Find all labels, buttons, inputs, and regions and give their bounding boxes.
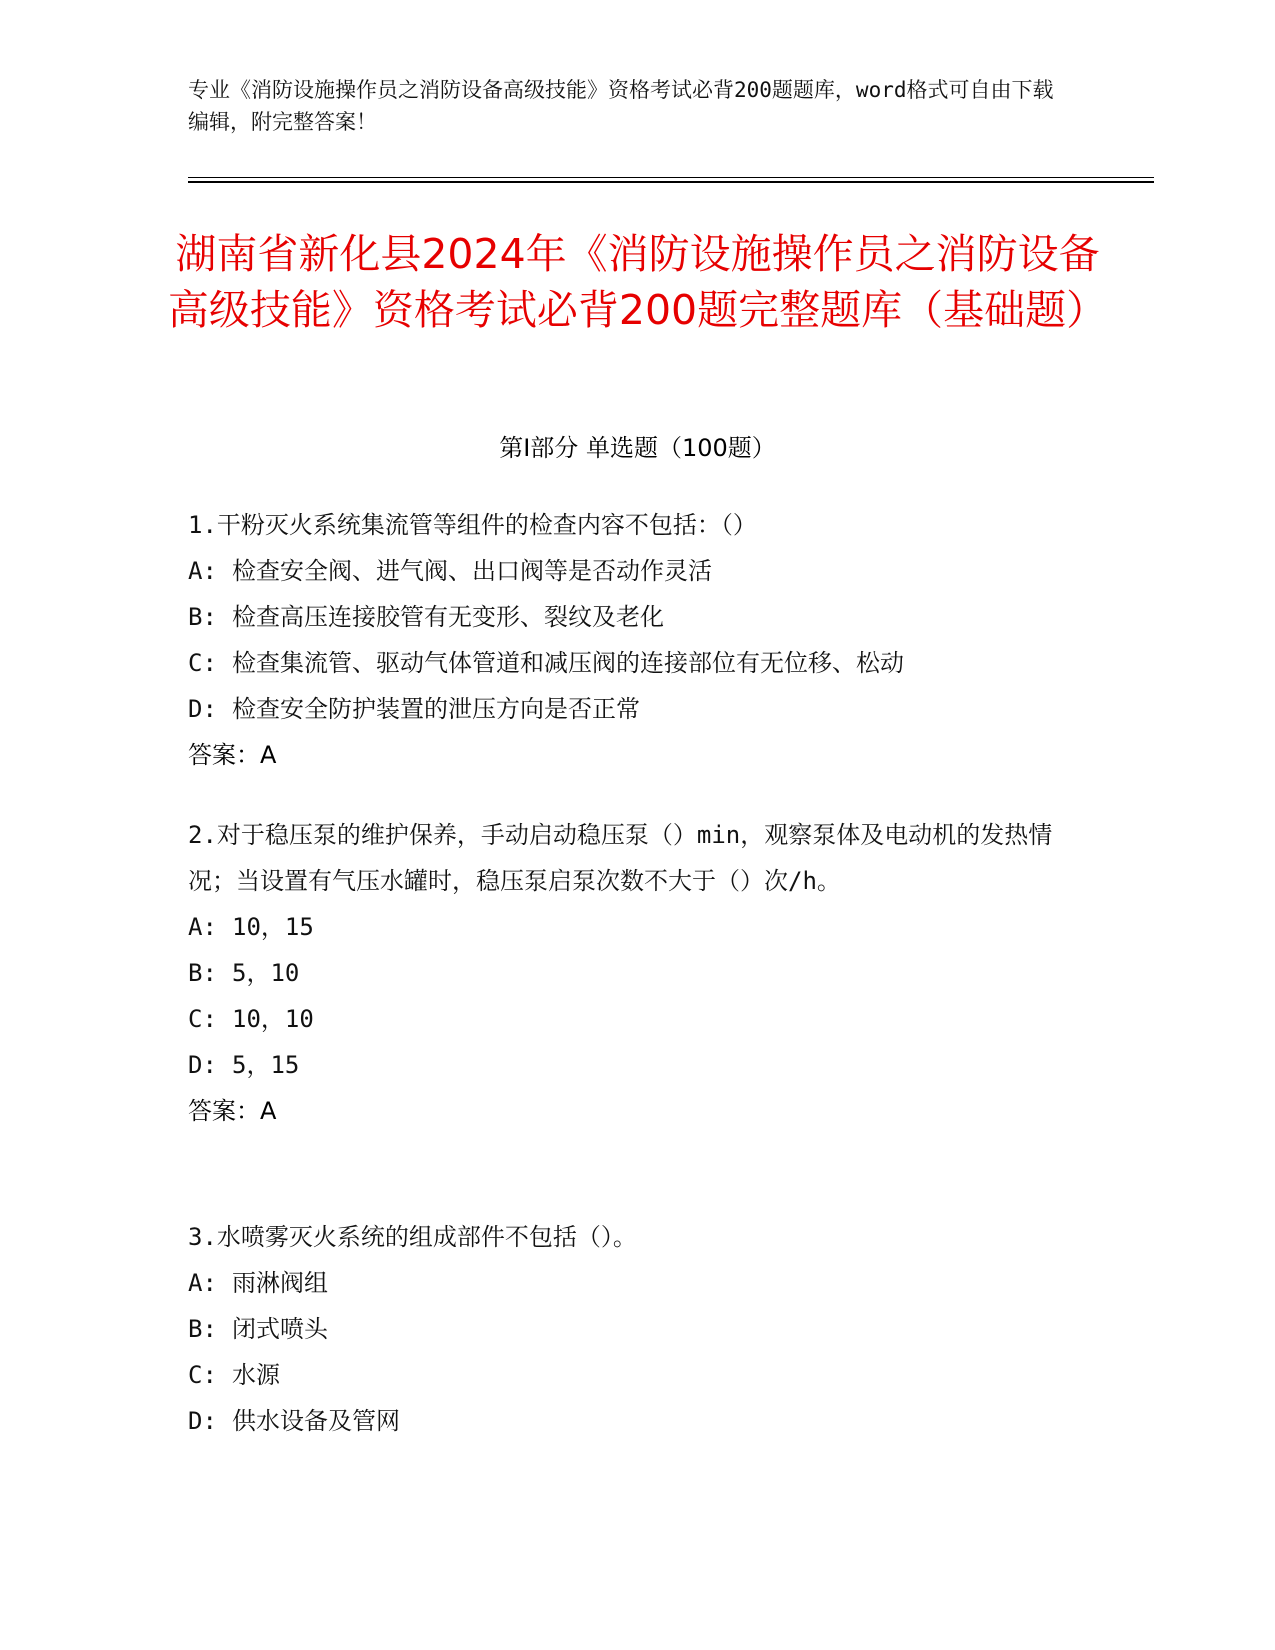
option-b — [188, 950, 1088, 996]
option-text: 检查集流管、驱动气体管道和减压阀的连接部位有无位移、松动 — [232, 649, 904, 677]
option-a — [188, 548, 1088, 594]
option-d — [188, 686, 1088, 732]
option-c — [188, 640, 1088, 686]
option-text: 水源 — [232, 1361, 280, 1389]
header-divider-thick — [188, 181, 1154, 183]
option-letter: D: — [188, 1051, 217, 1079]
answer-label: 答案： — [188, 741, 260, 769]
section-heading: 第Ⅰ部分 单选题（100题） — [499, 434, 776, 462]
answer-line — [188, 1088, 1088, 1134]
option-letter: C: — [188, 1361, 217, 1389]
header-divider-thin — [188, 177, 1154, 178]
option-d — [188, 1398, 1088, 1444]
option-letter: B: — [188, 603, 217, 631]
option-letter: B: — [188, 1315, 217, 1343]
option-text: 10，10 — [232, 1005, 314, 1033]
option-text: 闭式喷头 — [232, 1315, 328, 1343]
option-text: 检查安全防护装置的泄压方向是否正常 — [232, 695, 640, 723]
option-text: 10，15 — [232, 913, 314, 941]
answer-value: A — [260, 741, 277, 769]
question-stem: 1.干粉灭火系统集流管等组件的检查内容不包括：（） — [188, 511, 757, 539]
question-3 — [188, 1214, 1088, 1444]
option-c — [188, 1352, 1088, 1398]
option-d — [188, 1042, 1088, 1088]
option-text: 5，15 — [232, 1051, 300, 1079]
option-letter: A: — [188, 913, 217, 941]
option-text: 5，10 — [232, 959, 300, 987]
question-1 — [188, 502, 1088, 778]
option-letter: A: — [188, 1269, 217, 1297]
option-b — [188, 1306, 1088, 1352]
option-a — [188, 904, 1088, 950]
question-stem: 2.对于稳压泵的维护保养，手动启动稳压泵（）min，观察泵体及电动机的发热情况；当设置有气压水罐时，稳压泵启泵次数不大于（）次/h。 — [188, 821, 1053, 895]
option-c — [188, 996, 1088, 1042]
option-letter: C: — [188, 649, 217, 677]
answer-line — [188, 732, 1088, 778]
option-letter: A: — [188, 557, 217, 585]
answer-value: A — [260, 1097, 277, 1125]
option-letter: D: — [188, 1407, 217, 1435]
question-2 — [188, 812, 1088, 1134]
option-text: 检查安全阀、进气阀、出口阀等是否动作灵活 — [232, 557, 712, 585]
option-b — [188, 594, 1088, 640]
answer-label: 答案： — [188, 1097, 260, 1125]
option-letter: D: — [188, 695, 217, 723]
option-text: 雨淋阀组 — [232, 1269, 328, 1297]
option-a — [188, 1260, 1088, 1306]
option-text: 供水设备及管网 — [232, 1407, 400, 1435]
question-stem: 3.水喷雾灭火系统的组成部件不包括（）。 — [188, 1223, 637, 1251]
option-letter: C: — [188, 1005, 217, 1033]
document-title: 湖南省新化县2024年《消防设施操作员之消防设备高级技能》资格考试必背200题完整题库（基础题） — [167, 230, 1108, 334]
option-text: 检查高压连接胶管有无变形、裂纹及老化 — [232, 603, 664, 631]
option-letter: B: — [188, 959, 217, 987]
header-note: 专业《消防设施操作员之消防设备高级技能》资格考试必背200题题库，word格式可自由下载编辑，附完整答案！ — [188, 78, 1054, 134]
